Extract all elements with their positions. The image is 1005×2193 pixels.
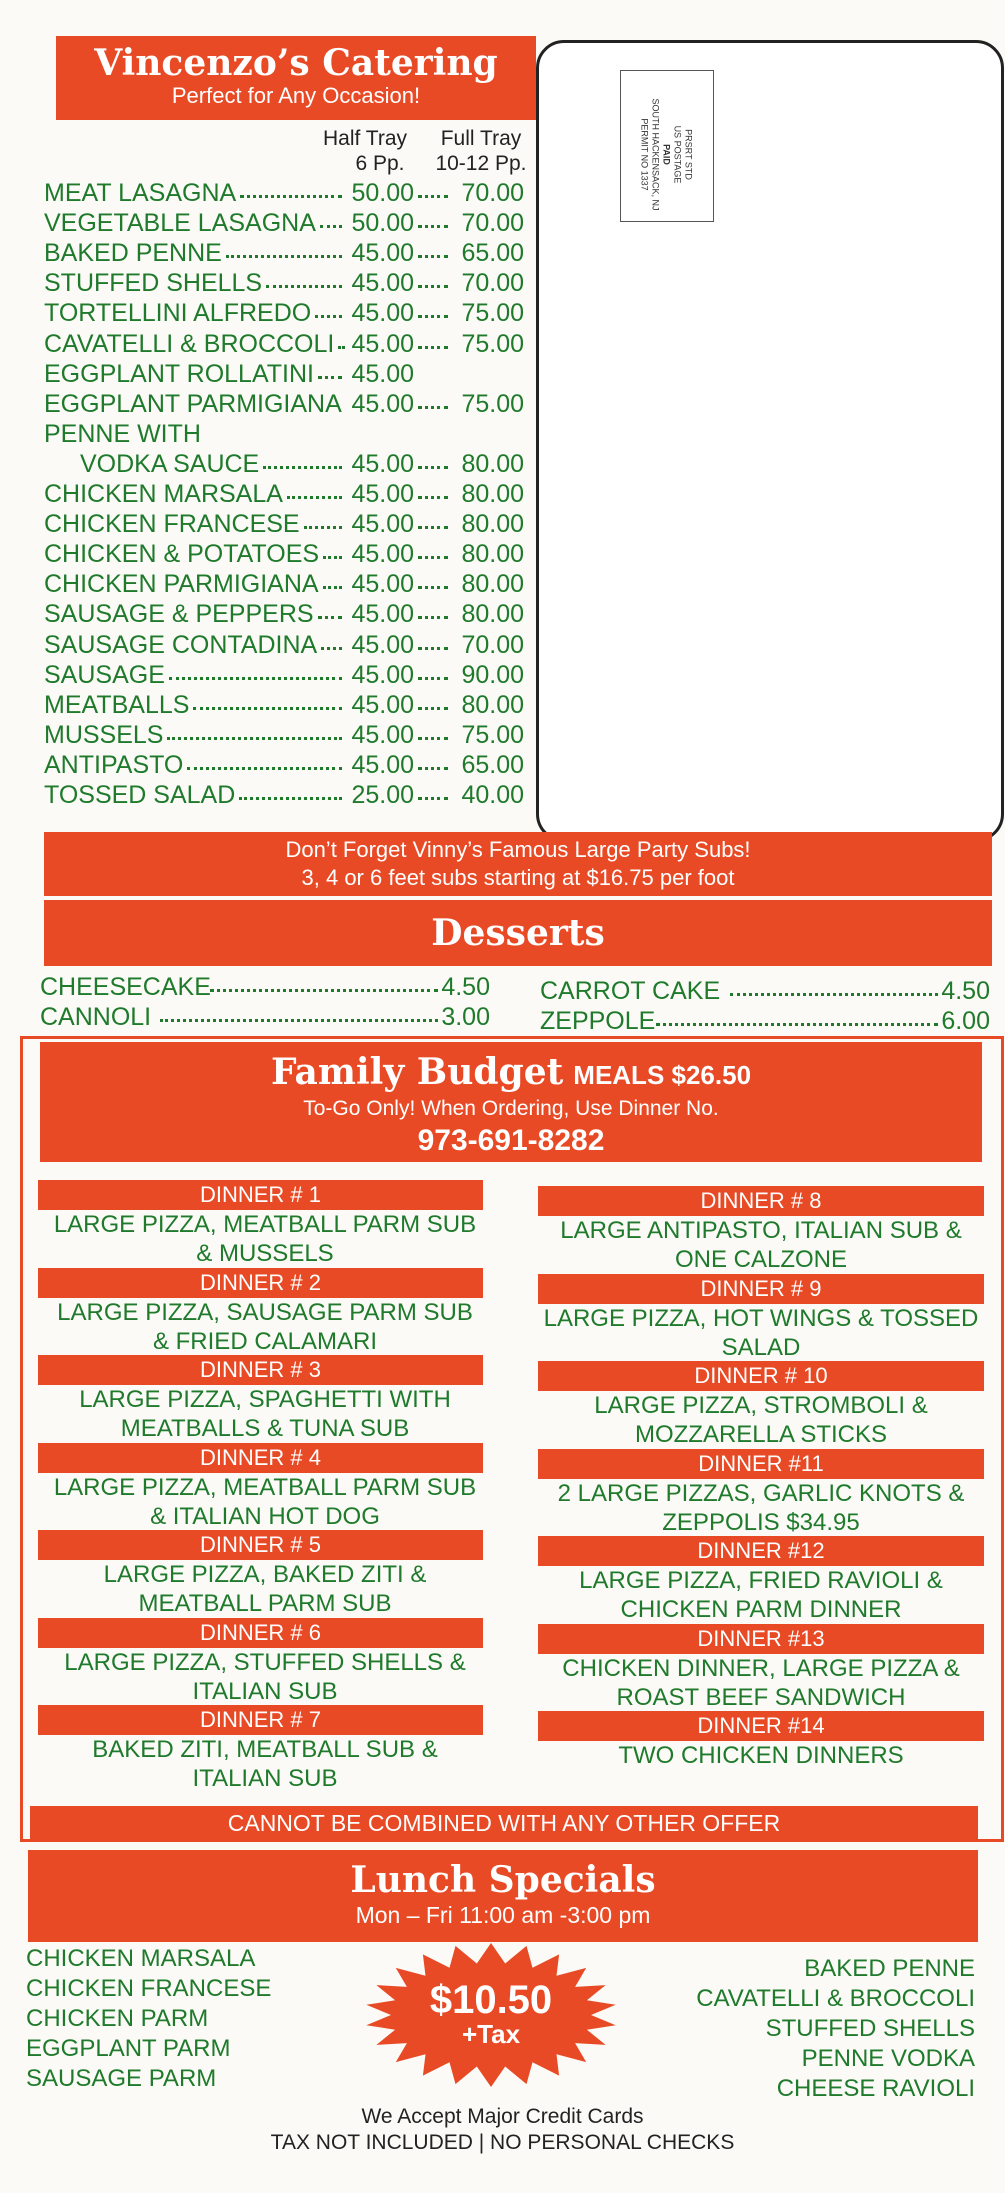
leader-dots: [418, 707, 448, 710]
catering-row: [44, 419, 534, 449]
lunch-tax-note: +Tax: [461, 2019, 521, 2049]
family-budget-price: MEALS $26.50: [573, 1060, 752, 1090]
lunch-specials-banner: [28, 1850, 978, 1942]
leader-dots: [338, 346, 342, 349]
catering-item-name: VEGETABLE LASAGNA: [44, 209, 316, 238]
dinner-label: DINNER # 1: [38, 1180, 483, 1210]
catering-item-name: CAVATELLI & BROCCOLI: [44, 329, 335, 358]
postage-permit-text: [639, 80, 694, 230]
full-tray-price: 65.00: [461, 750, 524, 779]
dinner-label: DINNER # 3: [38, 1355, 483, 1385]
party-subs-line1: Don’t Forget Vinny’s Famous Large Party Subs!: [285, 837, 751, 862]
half-tray-price: 45.00: [351, 239, 414, 268]
catering-item-name: EGGPLANT ROLLATINI: [44, 359, 314, 388]
dinner-description: [524, 1654, 998, 1712]
leader-dots: [418, 586, 448, 589]
catering-item-name: EGGPLANT PARMIGIANA: [44, 389, 342, 418]
leader-dots: [304, 526, 342, 529]
leader-dots: [240, 195, 342, 198]
catering-item-name: CHICKEN MARSALA: [44, 480, 283, 508]
catering-item-name: VODKA SAUCE: [80, 449, 260, 478]
catering-row: [44, 268, 534, 298]
dinner-line: LARGE ANTIPASTO, ITALIAN SUB &: [560, 1217, 962, 1244]
lunch-hours: Mon – Fri 11:00 am -3:00 pm: [355, 1902, 651, 1928]
dinner-description: [524, 1304, 998, 1362]
desserts-title: Desserts: [431, 912, 605, 954]
lunch-item: EGGPLANT PARM: [26, 2035, 231, 2062]
leader-dots: [418, 556, 448, 559]
full-tray-price: 75.00: [461, 329, 524, 358]
party-subs-banner: [44, 832, 992, 896]
full-tray-price: 80.00: [461, 449, 524, 478]
catering-row: [44, 539, 534, 569]
dinner-description: [524, 1479, 998, 1537]
half-tray-price: 25.00: [351, 781, 414, 809]
family-budget-header: [40, 1042, 982, 1162]
catering-item-name: CHICKEN PARMIGIANA: [44, 570, 319, 599]
half-tray-price: 45.00: [351, 510, 414, 539]
leader-dots: [418, 616, 448, 619]
full-tray-price: 40.00: [461, 781, 524, 809]
catering-row: [44, 720, 534, 750]
dinner-label: DINNER # 2: [38, 1268, 483, 1298]
catering-item-name: PENNE WITH: [44, 419, 201, 448]
half-tray-price: 45.00: [351, 359, 414, 388]
leader-dots: [656, 1023, 938, 1026]
full-tray-header: [426, 126, 536, 176]
lunch-item: CHICKEN PARM: [26, 2005, 209, 2032]
lunch-item: STUFFED SHELLS: [765, 2015, 975, 2042]
phone-number: 973-691-8282: [417, 1124, 605, 1157]
dinner-label: DINNER #12: [538, 1536, 984, 1566]
catering-row: [44, 329, 534, 359]
dessert-row: [540, 976, 990, 1006]
tax-checks-note: TAX NOT INCLUDED | NO PERSONAL CHECKS: [270, 2131, 735, 2154]
mailing-panel: [536, 40, 1004, 842]
lunch-item: SAUSAGE PARM: [26, 2065, 217, 2092]
catering-row: [44, 208, 534, 238]
dinner-line: LARGE PIZZA, FRIED RAVIOLI &: [579, 1567, 943, 1594]
catering-item-name: TORTELLINI ALFREDO: [44, 299, 312, 328]
leader-dots: [418, 767, 448, 770]
catering-row: [44, 238, 534, 268]
permit-line: PERMIT NO 1337: [639, 118, 650, 191]
leader-dots: [418, 225, 448, 228]
leader-dots: [321, 647, 342, 650]
dinner-line: CHICKEN DINNER, LARGE PIZZA &: [562, 1654, 960, 1682]
leader-dots: [239, 797, 342, 800]
full-tray-price: 80.00: [461, 570, 524, 599]
dinner-line: MEATBALL PARM SUB: [138, 1590, 392, 1617]
lunch-item: BAKED PENNE: [804, 1955, 975, 1982]
half-tray-price: 45.00: [351, 720, 414, 749]
lunch-item: CAVATELLI & BROCCOLI: [696, 1985, 975, 2012]
dessert-price: 4.50: [441, 973, 490, 1001]
dinner-line: ITALIAN SUB: [192, 1677, 338, 1705]
leader-dots: [418, 195, 448, 198]
catering-row: [44, 690, 534, 720]
half-tray-label: Half Tray: [322, 127, 408, 150]
dinner-line: LARGE PIZZA, STUFFED SHELLS &: [64, 1648, 466, 1676]
catering-row: [44, 449, 534, 479]
dinner-line: LARGE PIZZA, BAKED ZITI &: [103, 1561, 427, 1588]
catering-item-name: CHICKEN FRANCESE: [44, 510, 300, 539]
dessert-row: [40, 972, 490, 1002]
leader-dots: [263, 466, 342, 469]
half-tray-price: 45.00: [351, 269, 414, 298]
leader-dots: [418, 647, 448, 650]
leader-dots: [323, 556, 342, 559]
permit-line: PAID: [661, 144, 672, 165]
leader-dots: [226, 255, 342, 258]
dinner-line: ITALIAN SUB: [192, 1765, 338, 1792]
half-tray-price: 45.00: [351, 570, 414, 599]
dinner-line: ONE CALZONE: [674, 1246, 848, 1273]
leader-dots: [193, 707, 342, 710]
half-tray-header: [310, 126, 420, 176]
leader-dots: [167, 737, 342, 740]
dinner-description: [30, 1385, 500, 1443]
catering-item-name: STUFFED SHELLS: [44, 269, 263, 298]
catering-item-name: ANTIPASTO: [44, 750, 184, 779]
dessert-row: [540, 1006, 990, 1036]
dinner-line: ZEPPOLIS $34.95: [662, 1508, 860, 1536]
dinner-line: SALAD: [721, 1333, 801, 1361]
dinner-label: DINNER # 6: [38, 1618, 483, 1648]
catering-title: Vincenzo’s Catering: [94, 42, 498, 84]
catering-row: [44, 780, 534, 810]
dinner-line: BAKED ZITI, MEATBALL SUB &: [92, 1736, 438, 1763]
dinner-line: LARGE PIZZA, HOT WINGS & TOSSED: [543, 1304, 979, 1332]
dessert-name: CHEESECAKE: [40, 973, 211, 1001]
dinner-description: [30, 1473, 500, 1531]
dessert-price: 6.00: [941, 1007, 990, 1035]
leader-dots: [418, 466, 448, 469]
family-budget-subtitle: To-Go Only! When Ordering, Use Dinner No.: [303, 1097, 719, 1120]
dinner-line: LARGE PIZZA, SAUSAGE PARM SUB: [57, 1298, 473, 1326]
dinner-label: DINNER # 4: [38, 1443, 483, 1473]
catering-row: [44, 178, 534, 208]
catering-item-name: BAKED PENNE: [44, 239, 222, 268]
catering-row: [44, 660, 534, 690]
dinner-description: [524, 1566, 998, 1624]
catering-item-name: TOSSED SALAD: [44, 781, 236, 809]
dinner-line: ROAST BEEF SANDWICH: [616, 1683, 906, 1711]
half-tray-price: 45.00: [351, 690, 414, 719]
permit-line: SOUTH HACKENSACK, NJ: [650, 98, 661, 211]
catering-item-name: MUSSELS: [44, 720, 164, 749]
dinner-line: & FRIED CALAMARI: [152, 1327, 378, 1355]
leader-dots: [730, 993, 938, 996]
dinner-line: LARGE PIZZA, MEATBALL PARM SUB: [53, 1211, 477, 1238]
catering-row: [44, 298, 534, 328]
catering-item-name: CHICKEN & POTATOES: [44, 540, 320, 569]
leader-dots: [318, 376, 342, 379]
dessert-name: CANNOLI: [40, 1003, 152, 1031]
party-subs-line2: 3, 4 or 6 feet subs starting at $16.75 per foot: [301, 865, 735, 890]
dinner-description: [524, 1216, 998, 1274]
dinner-description: [524, 1741, 998, 1770]
lunch-item: CHICKEN FRANCESE: [26, 1975, 272, 2002]
full-tray-price: 80.00: [461, 540, 524, 569]
leader-dots: [169, 677, 342, 680]
leader-dots: [266, 285, 342, 288]
catering-row: [44, 599, 534, 629]
dinner-label: DINNER # 5: [38, 1530, 483, 1560]
lunch-price-burst: [362, 1940, 620, 2090]
dinner-line: LARGE PIZZA, SPAGHETTI WITH: [79, 1386, 451, 1413]
lunch-item: CHEESE RAVIOLI: [776, 2075, 975, 2102]
dessert-name: ZEPPOLE: [540, 1007, 656, 1035]
dinner-label: DINNER # 7: [38, 1705, 483, 1735]
dinner-label: DINNER #11: [538, 1449, 984, 1479]
catering-row: [44, 569, 534, 599]
catering-item-name: SAUSAGE: [44, 660, 165, 689]
catering-row: [44, 389, 534, 419]
dinner-description: [30, 1560, 500, 1618]
dinner-line: CHICKEN PARM DINNER: [620, 1596, 902, 1623]
full-tray-price: 65.00: [461, 239, 524, 268]
catering-row: [44, 509, 534, 539]
full-tray-people: 10-12 Pp.: [435, 152, 527, 175]
leader-dots: [418, 737, 448, 740]
half-tray-price: 45.00: [351, 600, 414, 629]
leader-dots: [315, 315, 342, 318]
payment-note: We Accept Major Credit Cards: [361, 2105, 644, 2128]
catering-item-name: MEATBALLS: [44, 690, 190, 719]
dinner-line: & MUSSELS: [196, 1240, 334, 1267]
dinner-label: DINNER # 10: [538, 1361, 984, 1391]
dinner-label: DINNER #13: [538, 1624, 984, 1654]
catering-row: [44, 359, 534, 389]
half-tray-price: 50.00: [351, 209, 414, 238]
half-tray-people: 6 Pp.: [355, 152, 405, 175]
dinner-line: LARGE PIZZA, MEATBALL PARM SUB: [53, 1473, 477, 1501]
full-tray-price: 90.00: [461, 660, 524, 689]
full-tray-price: 80.00: [461, 600, 524, 629]
leader-dots: [187, 767, 342, 770]
half-tray-price: 50.00: [351, 179, 414, 207]
full-tray-price: 80.00: [461, 480, 524, 508]
dinner-line: LARGE PIZZA, STROMBOLI &: [594, 1392, 928, 1419]
catering-item-name: MEAT LASAGNA: [44, 179, 237, 207]
family-budget-title-line: [40, 1042, 982, 1097]
leader-dots: [418, 406, 448, 409]
desserts-banner: [44, 900, 992, 966]
full-tray-price: 80.00: [461, 510, 524, 539]
half-tray-price: 45.00: [351, 449, 414, 478]
lunch-item: CHICKEN MARSALA: [26, 1945, 256, 1972]
leader-dots: [418, 496, 448, 499]
dinner-description: [30, 1210, 500, 1268]
dinner-line: MEATBALLS & TUNA SUB: [120, 1415, 410, 1442]
permit-line: PRSRT STD: [683, 129, 694, 180]
lunch-price: $10.50: [429, 1978, 553, 2022]
half-tray-price: 45.00: [351, 660, 414, 689]
full-tray-price: 75.00: [461, 299, 524, 328]
dinner-line: TWO CHICKEN DINNERS: [618, 1742, 904, 1769]
leader-dots: [318, 616, 342, 619]
catering-item-name: SAUSAGE CONTADINA: [44, 630, 318, 659]
no-combine-notice: CANNOT BE COMBINED WITH ANY OTHER OFFER: [30, 1806, 978, 1840]
dinner-line: & ITALIAN HOT DOG: [150, 1502, 380, 1530]
half-tray-price: 45.00: [351, 540, 414, 569]
full-tray-price: 75.00: [461, 389, 524, 418]
leader-dots: [418, 346, 448, 349]
leader-dots: [418, 315, 448, 318]
full-tray-price: 70.00: [461, 269, 524, 298]
half-tray-price: 45.00: [351, 329, 414, 358]
leader-dots: [418, 677, 448, 680]
leader-dots: [418, 797, 448, 800]
dinner-line: 2 LARGE PIZZAS, GARLIC KNOTS &: [557, 1479, 965, 1507]
full-tray-price: 70.00: [461, 209, 524, 238]
dinner-description: [30, 1298, 500, 1356]
half-tray-price: 45.00: [351, 389, 414, 418]
dessert-price: 4.50: [941, 977, 990, 1005]
lunch-item: PENNE VODKA: [801, 2045, 975, 2072]
half-tray-price: 45.00: [351, 480, 414, 508]
dessert-price: 3.00: [441, 1003, 490, 1031]
full-tray-price: 70.00: [461, 179, 524, 207]
leader-dots: [160, 1019, 438, 1022]
catering-row: [44, 479, 534, 509]
full-tray-price: 80.00: [461, 690, 524, 719]
leader-dots: [418, 285, 448, 288]
dinner-label: DINNER # 8: [538, 1186, 984, 1216]
half-tray-price: 45.00: [351, 750, 414, 779]
half-tray-price: 45.00: [351, 299, 414, 328]
half-tray-price: 45.00: [351, 630, 414, 659]
full-tray-label: Full Tray: [440, 127, 522, 150]
catering-row: [44, 750, 534, 780]
family-budget-title: Family Budget: [270, 1051, 564, 1093]
leader-dots: [210, 989, 438, 992]
dinner-label: DINNER # 9: [538, 1274, 984, 1304]
leader-dots: [323, 586, 342, 589]
dinner-description: [30, 1648, 500, 1706]
leader-dots: [287, 496, 342, 499]
postage-permit: [620, 70, 714, 222]
leader-dots: [418, 526, 448, 529]
full-tray-price: 75.00: [461, 720, 524, 749]
leader-dots: [320, 225, 342, 228]
catering-subtitle: Perfect for Any Occasion!: [171, 83, 421, 108]
catering-header: [56, 36, 536, 120]
dessert-name: CARROT CAKE: [540, 977, 721, 1005]
catering-item-name: SAUSAGE & PEPPERS: [44, 600, 314, 629]
catering-row: [44, 630, 534, 660]
permit-line: US POSTAGE: [672, 125, 683, 184]
dinner-line: MOZZARELLA STICKS: [634, 1421, 888, 1448]
lunch-specials-title: Lunch Specials: [350, 1859, 656, 1901]
dinner-description: [30, 1735, 500, 1793]
dinner-label: DINNER #14: [538, 1711, 984, 1741]
dessert-row: [40, 1002, 490, 1032]
dinner-description: [524, 1391, 998, 1449]
full-tray-price: 70.00: [461, 630, 524, 659]
leader-dots: [418, 255, 448, 258]
